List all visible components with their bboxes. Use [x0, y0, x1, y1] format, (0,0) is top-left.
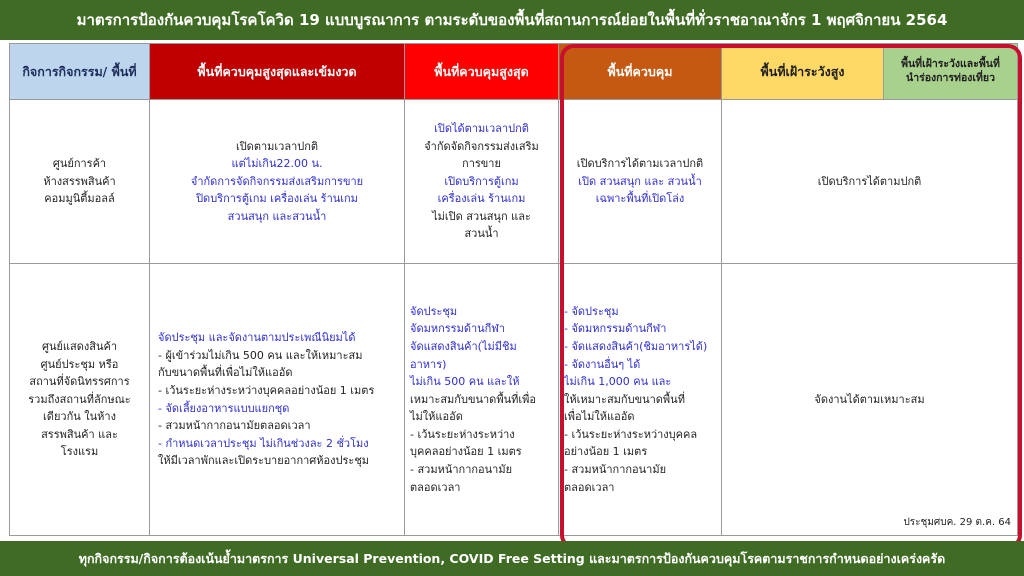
cell-line: เปิดบริการตู้เกม: [444, 174, 519, 188]
cell-line: ศูนย์แสดงสินค้า: [41, 339, 118, 353]
cell-line: โรงแรม: [60, 445, 99, 459]
cell-line: สวนสนุก และสวนน้ำ: [227, 209, 327, 223]
row2-max: [405, 264, 559, 536]
header-row: [10, 44, 1018, 100]
cell-line: ไม่เปิด สวนสนุก และ: [432, 209, 531, 223]
row2-activity: [10, 264, 150, 536]
meeting-note: ประชุมศบค. 29 ต.ค. 64: [903, 517, 1011, 528]
cell-line: กับขนาดพื้นที่เพื่อไม่ให้แออัด: [158, 366, 293, 380]
table-row: [10, 100, 1018, 264]
cell-line: - สวมหน้ากากอนามัย: [410, 463, 513, 477]
measures-table: [9, 43, 1018, 536]
cell-line: - จัดเลี้ยงอาหารแบบแยกชุด: [158, 401, 290, 415]
header-max-strict-area: พื้นที่ควบคุมสูงสุดและเข้มงวด: [150, 44, 405, 100]
cell-line: รวมถึงสถานที่ลักษณะ: [28, 392, 131, 406]
cell-line: จัดประชุม: [410, 304, 458, 318]
cell-line: เหมาะสมกับขนาดพื้นที่เพื่อ: [410, 392, 536, 406]
cell-line: - เว้นระยะห่างระหว่าง: [410, 427, 515, 441]
cell-line: เฉพาะพื้นที่เปิดโล่ง: [595, 192, 685, 206]
cell-line: เครื่องเล่น ร้านเกม: [437, 192, 526, 206]
cell-line: ให้มีเวลาพักและเปิดระบายอากาศห้องประชุม: [158, 454, 370, 468]
cell-line: เปิดตามเวลาปกติ: [235, 139, 319, 153]
cell-line: ตลอดเวลา: [410, 480, 461, 494]
header-activity: กิจการกิจกรรม/ พื้นที่: [10, 44, 150, 100]
cell-line: จำกัดการจัดกิจกรรมส่งเสริมการขาย: [190, 174, 364, 188]
cell-line: เปิด สวนสนุก และ สวนน้ำ: [578, 174, 702, 188]
cell-line: - เว้นระยะห่างระหว่างบุคคลอย่างน้อย 1 เมตร: [158, 383, 375, 397]
cell-line: - กำหนดเวลาประชุม ไม่เกินช่วงละ 2 ชั่วโมง: [158, 436, 369, 450]
cell-line: เพื่อไม่ให้แออัด: [564, 410, 635, 424]
cell-line: จัดแสดงสินค้า(ไม่มีชิม: [410, 339, 517, 353]
cell-line: แต่ไม่เกิน22.00 น.: [231, 157, 323, 171]
header-control-area: พื้นที่ควบคุม: [559, 44, 722, 100]
cell-line: - จัดแสดงสินค้า(ชิมอาหารได้): [564, 339, 708, 353]
cell-line: อาหาร): [410, 357, 447, 371]
header-high-watch-area: พื้นที่เฝ้าระวังสูง: [722, 44, 884, 100]
cell-line: ไม่เกิน 1,000 คน และ: [564, 375, 672, 389]
cell-line: - จัดงานอื่นๆ ได้: [564, 357, 641, 371]
row1-max: [405, 100, 559, 264]
cell-line: ไม่ให้แออัด: [410, 410, 463, 424]
cell-line: - จัดมหกรรมด้านกีฬา: [564, 322, 667, 336]
cell-line: ศูนย์การค้า: [52, 157, 107, 171]
cell-line: - ผู้เข้าร่วมไม่เกิน 500 คน และให้เหมาะสม: [158, 348, 363, 362]
cell-line: สถานที่จัดนิทรรศการ: [29, 375, 130, 389]
row1-control: [559, 100, 722, 264]
row2-watch-merged: [722, 264, 1018, 536]
cell-line: สรรพสินค้า และ: [41, 427, 118, 441]
header-max-control-area: พื้นที่ควบคุมสูงสุด: [405, 44, 559, 100]
cell-line: ปิดบริการตู้เกม เครื่องเล่น ร้านเกม: [196, 192, 358, 206]
page-title: มาตรการป้องกันควบคุมโรคโควิด 19 แบบบูรณาการ ตามระดับของพื้นที่สถานการณ์ย่อยในพื้นที่ทั่วราชอาณาจักร 1 พฤศจิกายน 2564: [0, 0, 1024, 40]
cell-line: ไม่เกิน 500 คน และให้: [410, 375, 520, 389]
cell-line: ตลอดเวลา: [564, 480, 615, 494]
cell-line: เปิดบริการได้ตามเวลาปกติ: [576, 157, 704, 171]
row1-watch-merged: เปิดบริการได้ตามปกติ: [722, 100, 1018, 264]
row2-max-strict: [150, 264, 405, 536]
cell-line: ให้เหมาะสมกับขนาดพื้นที่: [564, 392, 685, 406]
cell-line: เดียวกัน ในห้าง: [43, 410, 116, 424]
cell-line: การขาย: [462, 157, 501, 171]
cell-line: ศูนย์ประชุม หรือ: [40, 357, 119, 371]
cell-line: อย่างน้อย 1 เมตร: [564, 445, 648, 459]
cell-line: สวนน้ำ: [464, 227, 499, 241]
header-watch-pilot-area: พื้นที่เฝ้าระวังและพื้นที่นำร่องการท่องเที่ยว: [884, 44, 1018, 100]
row1-activity: [10, 100, 150, 264]
footer-note: ทุกกิจกรรม/กิจการต้องเน้นย้ำมาตรการ Universal Prevention, COVID Free Setting และมาตรการป้องกันควบคุมโรคตามราชการกำหนดอย่างเคร่งครัด: [0, 541, 1024, 576]
cell-line: ห้างสรรพสินค้า: [43, 174, 116, 188]
cell-line: - สวมหน้ากากอนามัย: [564, 463, 667, 477]
row1-max-strict: [150, 100, 405, 264]
row2-control: [559, 264, 722, 536]
table-row: [10, 264, 1018, 536]
cell-line: - เว้นระยะห่างระหว่างบุคคล: [564, 427, 698, 441]
cell-line: จำกัดจัดกิจกรรมส่งเสริม: [424, 139, 539, 153]
cell-line: - จัดประชุม: [564, 304, 619, 318]
cell-line: จัดมหกรรมด้านกีฬา: [410, 322, 506, 336]
cell-line: บุคคลอย่างน้อย 1 เมตร: [410, 445, 522, 459]
cell-line: - สวมหน้ากากอนามัยตลอดเวลา: [158, 419, 311, 433]
cell-line: เปิดได้ตามเวลาปกติ: [434, 121, 529, 135]
row2-watch-text: จัดงานได้ตามเหมาะสม: [814, 392, 925, 406]
cell-line: จัดประชุม และจัดงานตามประเพณีนิยมได้: [158, 331, 356, 345]
cell-line: คอมมูนิตี้มอลล์: [44, 192, 115, 206]
